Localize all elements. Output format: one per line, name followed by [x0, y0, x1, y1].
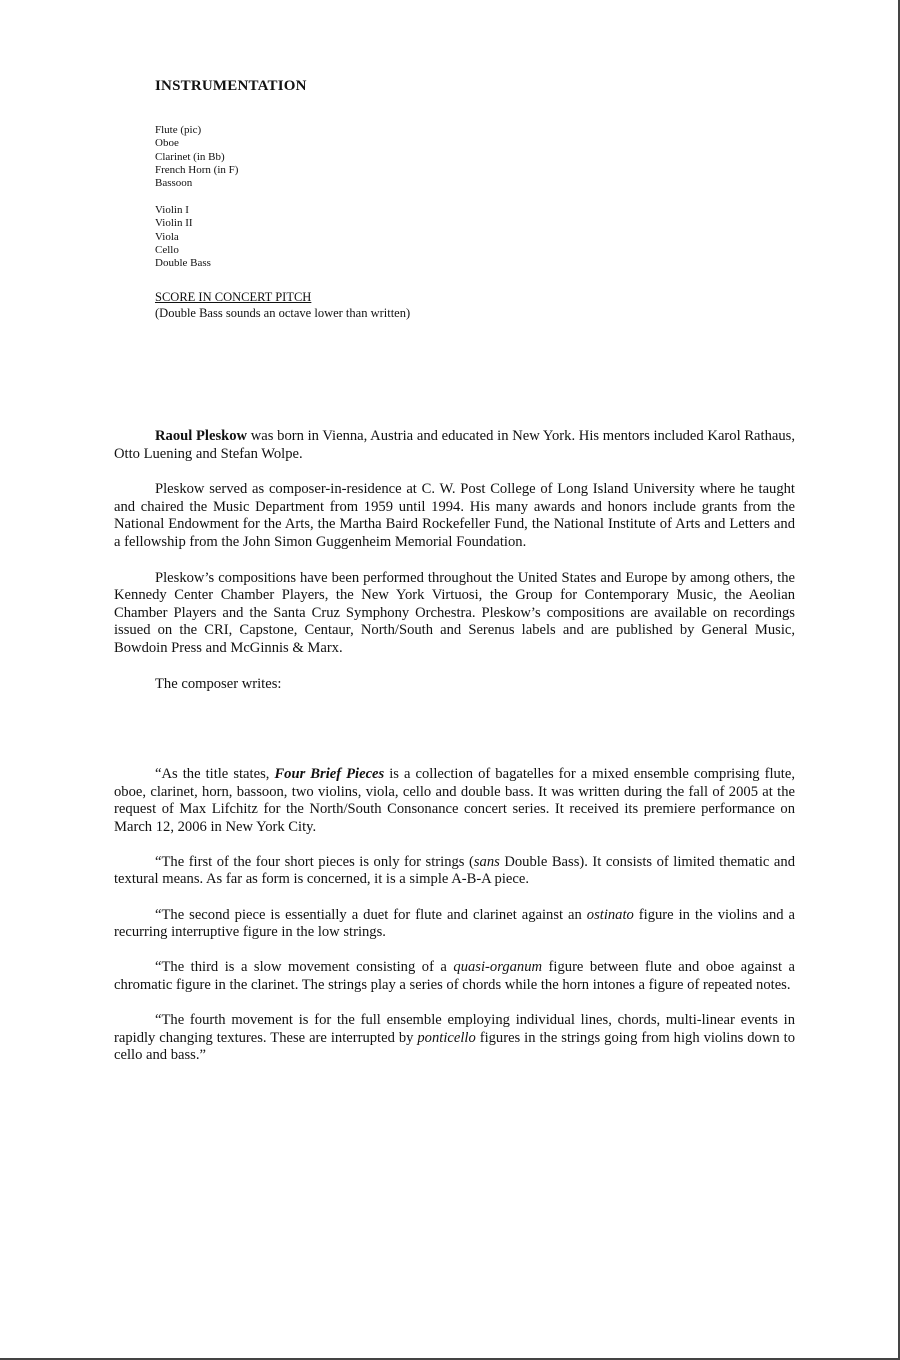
score-subnote: (Double Bass sounds an octave lower than written)	[155, 306, 411, 320]
instrument-item: Viola	[155, 230, 179, 243]
work-title: Four Brief Pieces	[274, 766, 385, 782]
instrument-item: Violin I	[155, 204, 189, 216]
note-paragraph-3	[114, 907, 795, 942]
composer-name: Raoul Pleskow	[155, 428, 248, 444]
note-text: “The second piece is essentially a duet for flute and clarinet against an	[155, 906, 587, 923]
instrument-item: Clarinet (in Bb)	[155, 150, 225, 163]
score-note	[155, 289, 410, 321]
bio-paragraph-3: Pleskow’s compositions have been performed throughout the United States and Europe by among others, the Kennedy Center Chamber Players, the New York Virtuosi, the Group for Contemporary Music, the Aeolian Chamber Players and the Santa Cruz Symphony Orchestra. Pleskow’s compositions are available on recordings issued on the CRI, Capstone, Centaur, North/South and Serenus labels and are published by General Music, Bowdoin Press and McGinnis & Marx.	[114, 569, 795, 656]
instrument-item: Oboe	[155, 137, 179, 150]
instrument-item: Cello	[155, 243, 179, 256]
note-text: figure between flute and oboe against a chromatic figure in the clarinet. The strings play a series of chords while the horn intones a figure of repeated notes.	[114, 959, 795, 993]
note-text: figures in the strings going from high violins down to cello and bass.”	[114, 1029, 795, 1064]
instrument-item: Flute (pic)	[155, 124, 202, 136]
biography	[114, 428, 795, 711]
note-paragraph-2	[114, 854, 795, 889]
note-text: figure in the violins and a recurring interruptive figure in the low strings.	[114, 906, 795, 941]
bio-paragraph-2: Pleskow served as composer-in-residence at C. W. Post College of Long Island University where he taught and chaired the Music Department from 1959 until 1994. His many awards and honors include grants from the National Endowment for the Arts, the Martha Baird Rockefeller Fund, the National Institute of Arts and Letters and a fellowship from the John Simon Guggenheim Memorial Foundation.	[114, 481, 795, 550]
instrument-item: Violin II	[155, 217, 193, 230]
note-paragraph-4	[114, 959, 795, 994]
bio-paragraph-1	[114, 428, 795, 463]
instrument-item: Bassoon	[155, 177, 193, 190]
note-text: “The third is a slow movement consisting of a	[155, 959, 454, 976]
note-paragraph-1	[114, 766, 795, 836]
note-text: Double Bass). It consists of limited thematic and textural means. As far as form is concerned, it is a simple A-B-A piece.	[114, 853, 795, 888]
bio-text: was born in Vienna, Austria and educated in New York. His mentors included Karol Rathaus, Otto Luening and Stefan Wolpe.	[114, 428, 795, 462]
bio-paragraph-4: The composer writes:	[155, 675, 282, 692]
winds-list	[155, 124, 238, 190]
italic-term: quasi-organum	[453, 959, 543, 976]
note-text: “As the title states,	[155, 766, 275, 782]
instrument-item: French Horn (in F)	[155, 163, 239, 176]
instrument-item: Double Bass	[155, 257, 211, 270]
page-heading: INSTRUMENTATION	[155, 78, 307, 94]
italic-term: ponticello	[417, 1029, 476, 1046]
program-notes	[114, 766, 795, 1082]
note-text: “The fourth movement is for the full ensemble employing individual lines, chords, multi-linear events in rapidly changing textures. These are interrupted by	[114, 1011, 795, 1046]
strings-list	[155, 204, 211, 270]
italic-term: sans	[473, 853, 500, 870]
note-paragraph-5	[114, 1012, 795, 1065]
note-text: “The first of the four short pieces is only for strings (	[155, 853, 474, 870]
italic-term: ostinato	[586, 906, 634, 923]
score-title: SCORE IN CONCERT PITCH	[155, 290, 312, 304]
note-text: is a collection of bagatelles for a mixed ensemble comprising flute, oboe, clarinet, horn, bassoon, two violins, viola, cello and double bass. It was written during the fall of 2005 at the request of Max Lifchitz for the North/South Consonance concert series. It received its premiere performance on March 12, 2006 in New York City.	[114, 766, 795, 835]
